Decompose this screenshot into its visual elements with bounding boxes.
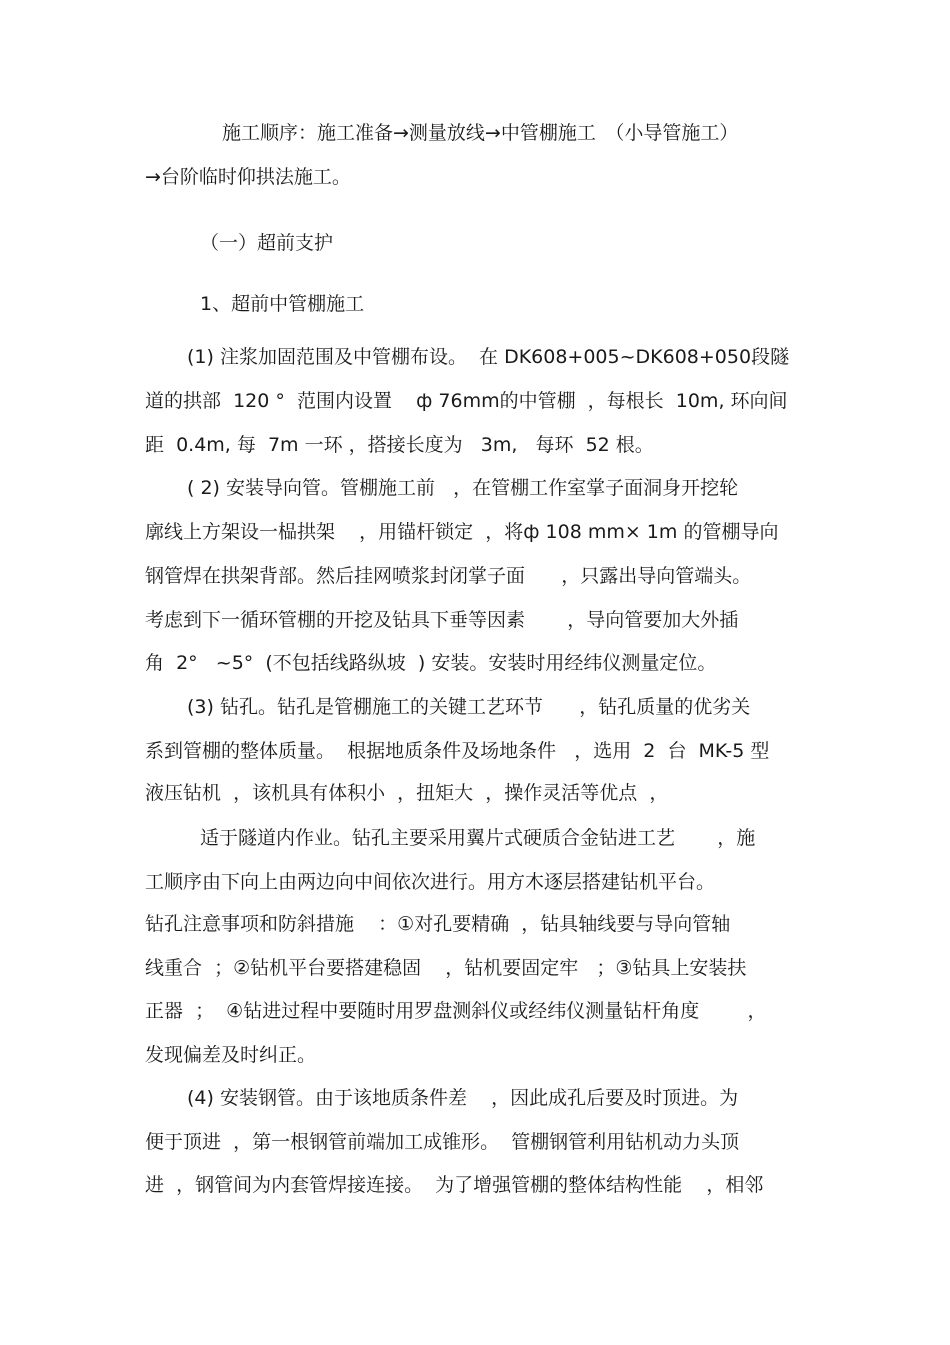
paragraph-line: →台阶临时仰拱法施工。: [145, 166, 351, 188]
paragraph-line: 道的拱部 120 ° 范围内设置 ф 76mm的中管棚 ，每根长 10m, 环向间: [145, 390, 788, 412]
paragraph-line: 施工顺序：施工准备→测量放线→中管棚施工 （小导管施工）: [222, 122, 739, 144]
paragraph-line: 钢管焊在拱架背部。然后挂网喷浆封闭掌子面 ，只露出导向管端头。: [145, 565, 752, 587]
paragraph-line: (3) 钻孔。钻孔是管棚施工的关键工艺环节 ，钻孔质量的优劣关: [187, 696, 751, 718]
paragraph-line: 考虑到下一循环管棚的开挖及钻具下垂等因素 ，导向管要加大外插: [145, 609, 739, 631]
paragraph-line: 适于隧道内作业。钻孔主要采用翼片式硬质合金钻进工艺 ，施: [200, 827, 756, 849]
paragraph-line: 工顺序由下向上由两边向中间依次进行。用方木逐层搭建钻机平台。: [145, 871, 716, 893]
paragraph-line: 线重合 ；②钻机平台要搭建稳固 ，钻机要固定牢 ；③钻具上安装扶: [145, 957, 747, 979]
paragraph-line: 液压钻机 ，该机具有体积小 ，扭矩大 ，操作灵活等优点 ，: [145, 782, 669, 804]
paragraph-line: 距 0.4m, 每 7m 一环 ，搭接长度为 3m, 每环 52 根。: [145, 434, 654, 456]
paragraph-line: 角 2° ~5° (不包括线路纵坡 ) 安装。安装时用经纬仪测量定位。: [145, 652, 717, 674]
paragraph-line: 便于顶进 ，第一根钢管前端加工成锥形。 管棚钢管利用钻机动力头顶: [145, 1131, 740, 1153]
section-heading: （一）超前支护: [200, 232, 334, 254]
paragraph-line: 正器 ； ④钻进过程中要随时用罗盘测斜仪或经纬仪测量钻杆角度 ，: [145, 1000, 767, 1022]
paragraph-line: 发现偏差及时纠正。: [145, 1044, 317, 1066]
paragraph-line: 廓线上方架设一榀拱架 ，用锚杆锁定 ，将ф 108 mm× 1m 的管棚导向: [145, 521, 779, 543]
paragraph-line: 钻孔注意事项和防斜措施 ：①对孔要精确 ，钻具轴线要与导向管轴: [145, 913, 731, 935]
subsection-heading: 1、超前中管棚施工: [200, 293, 365, 315]
paragraph-line: 系到管棚的整体质量。 根据地质条件及场地条件 ，选用 2 台 MK-5 型: [145, 740, 770, 762]
paragraph-line: 进 ，钢管间为内套管焊接连接。 为了增强管棚的整体结构性能 ，相邻: [145, 1174, 764, 1196]
paragraph-line: ( 2) 安装导向管。管棚施工前 ，在管棚工作室掌子面洞身开挖轮: [187, 477, 739, 499]
paragraph-line: (1) 注浆加固范围及中管棚布设。 在 DK608+005~DK608+050段隧: [187, 346, 790, 368]
paragraph-line: (4) 安装钢管。由于该地质条件差 ，因此成孔后要及时顶进。为: [187, 1087, 739, 1109]
